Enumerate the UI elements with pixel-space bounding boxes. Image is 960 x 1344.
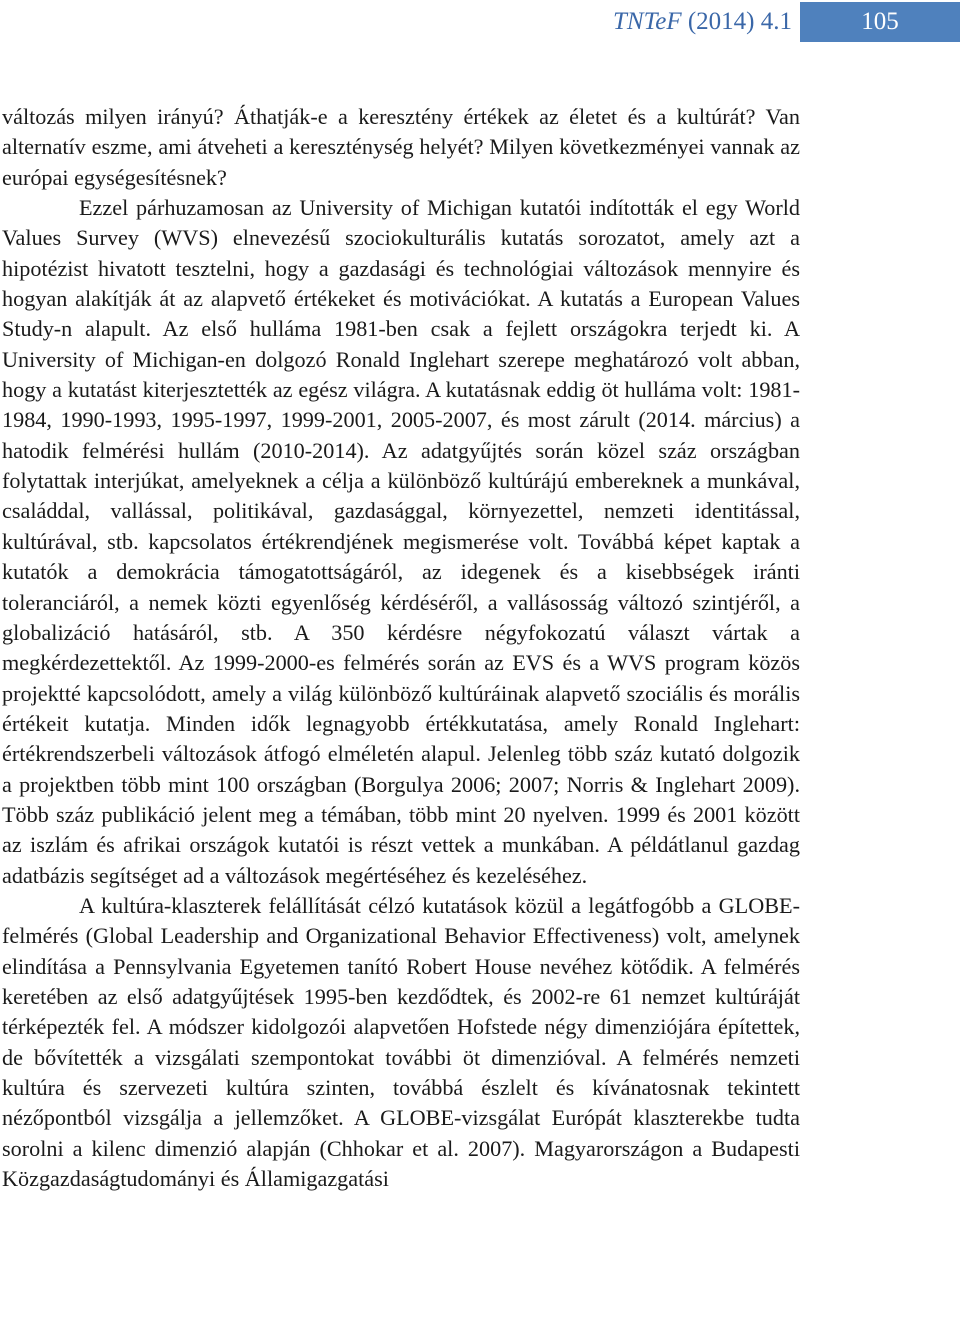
paragraph-globe: A kultúra-klaszterek felállítását célzó kutatások közül a legátfogóbb a GLOBE-felmérés (Global Leadership and Organizational Behavior Effectiveness) volt, amelynek elindítása a Pennsylvania Egyetemen tanító Robert House nevéhez kötődik. A felmérés keretében az első adatgyűjtések 1995-ben kezdődtek, és 2002-re 61 nemzet kultúráját térképezték fel. A módszer kidolgozói alapvetően Hofstede négy dimenziójára építettek, de bővítették a vizsgálati szempontokat további öt dimenzióval. A felmérés nemzeti kultúra és szervezeti kultúra szinten, továbbá észlelt és kívánatosnak tekintett nézőpontból vizsgálja a jellemzőket. A GLOBE-vizsgálat Európát klaszterekbe tudta sorolni a kilenc dimenzió alapján (Chhokar et al. 2007). Magyarországon a Budapesti Közgazdaságtudományi és Államigazgatási bbox=[2, 892, 800, 1192]
paragraph-wvs: Ezzel párhuzamosan az University of Michigan kutatói indították el egy World Values Survey (WVS) elnevezésű szociokulturális kutatás sorozatot, amely azt a hipotézist hivatott tesztelni, hogy a gazdasági és technológiai változások mennyire és hogyan alakítják át az alapvető értékeket és motivációkat. A kutatás a European Values Study-n alapult. Az első hulláma 1981-ben csak a fejlett országokra terjedt ki. A University of Michigan-en dolgozó Ronald Inglehart szerepe meghatározó volt abban, hogy a kutatást kiterjesztették az egész világra. A kutatásnak eddig öt hulláma volt: 1981-1984, 1990-1993, 1995-1997, 1999-2001, 2005-2007, és most zárult (2014. március) a hatodik felmérési hullám (2010-2014). Az adatgyűjtés során közel száz országban folytattak interjúkat, amelyeknek a célja a különböző kultúrájú embereknek a munkával, családdal, vallással, politikával, gazdasággal, környezettel, nemzeti identitással, kultúrával, stb. kapcsolatos értékrendjének megismerése volt. Továbbá képet kaptak a kutatók a demokrácia támogatottságáról, az idegenek és a kisebbségek iránti toleranciáról, a nemek közti egyenlőség kérdéséről, a vallásosság változó szintjéről, a globalizáció hatásáról, stb. A 350 kérdésre négyfokozatú választ vártak a megkérdezettektől. Az 1999-2000-es felmérés során az EVS és a WVS program közös projektté kapcsolódott, amely a világ különböző kultúráinak alapvető szociális és morális értékeit kutatja. Minden idők legnagyobb értékkutatása, amely Ronald Inglehart: értékrendszerbeli változások átfogó elméletén alapul. Jelenleg több száz kutató dolgozik a projektben több mint 100 országban (Borgulya 2006; 2007; Norris & Inglehart 2009). Több száz publikáció jelent meg a témában, több mint 20 nyelven. 1999 és 2001 között az iszlám és afrikai országok kutatói is részt vettek a munkában. A példátlanul gazdag adatbázis segítséget ad a változások megértéséhez és kezeléséhez. bbox=[2, 195, 800, 888]
page-header bbox=[0, 0, 960, 44]
journal-name: TNTeF bbox=[613, 8, 682, 35]
running-head bbox=[613, 6, 792, 38]
article-body bbox=[2, 102, 800, 1194]
page-number-badge: 105 bbox=[800, 2, 960, 42]
paragraph-continuation: változás milyen irányú? Áthatják-e a keresztény értékek az életet és a kultúrát? Van alternatív eszme, ami átveheti a kereszténység helyét? Milyen következményei vannak az európai egységesítésnek? bbox=[2, 104, 800, 190]
journal-issue: (2014) 4.1 bbox=[687, 8, 792, 35]
